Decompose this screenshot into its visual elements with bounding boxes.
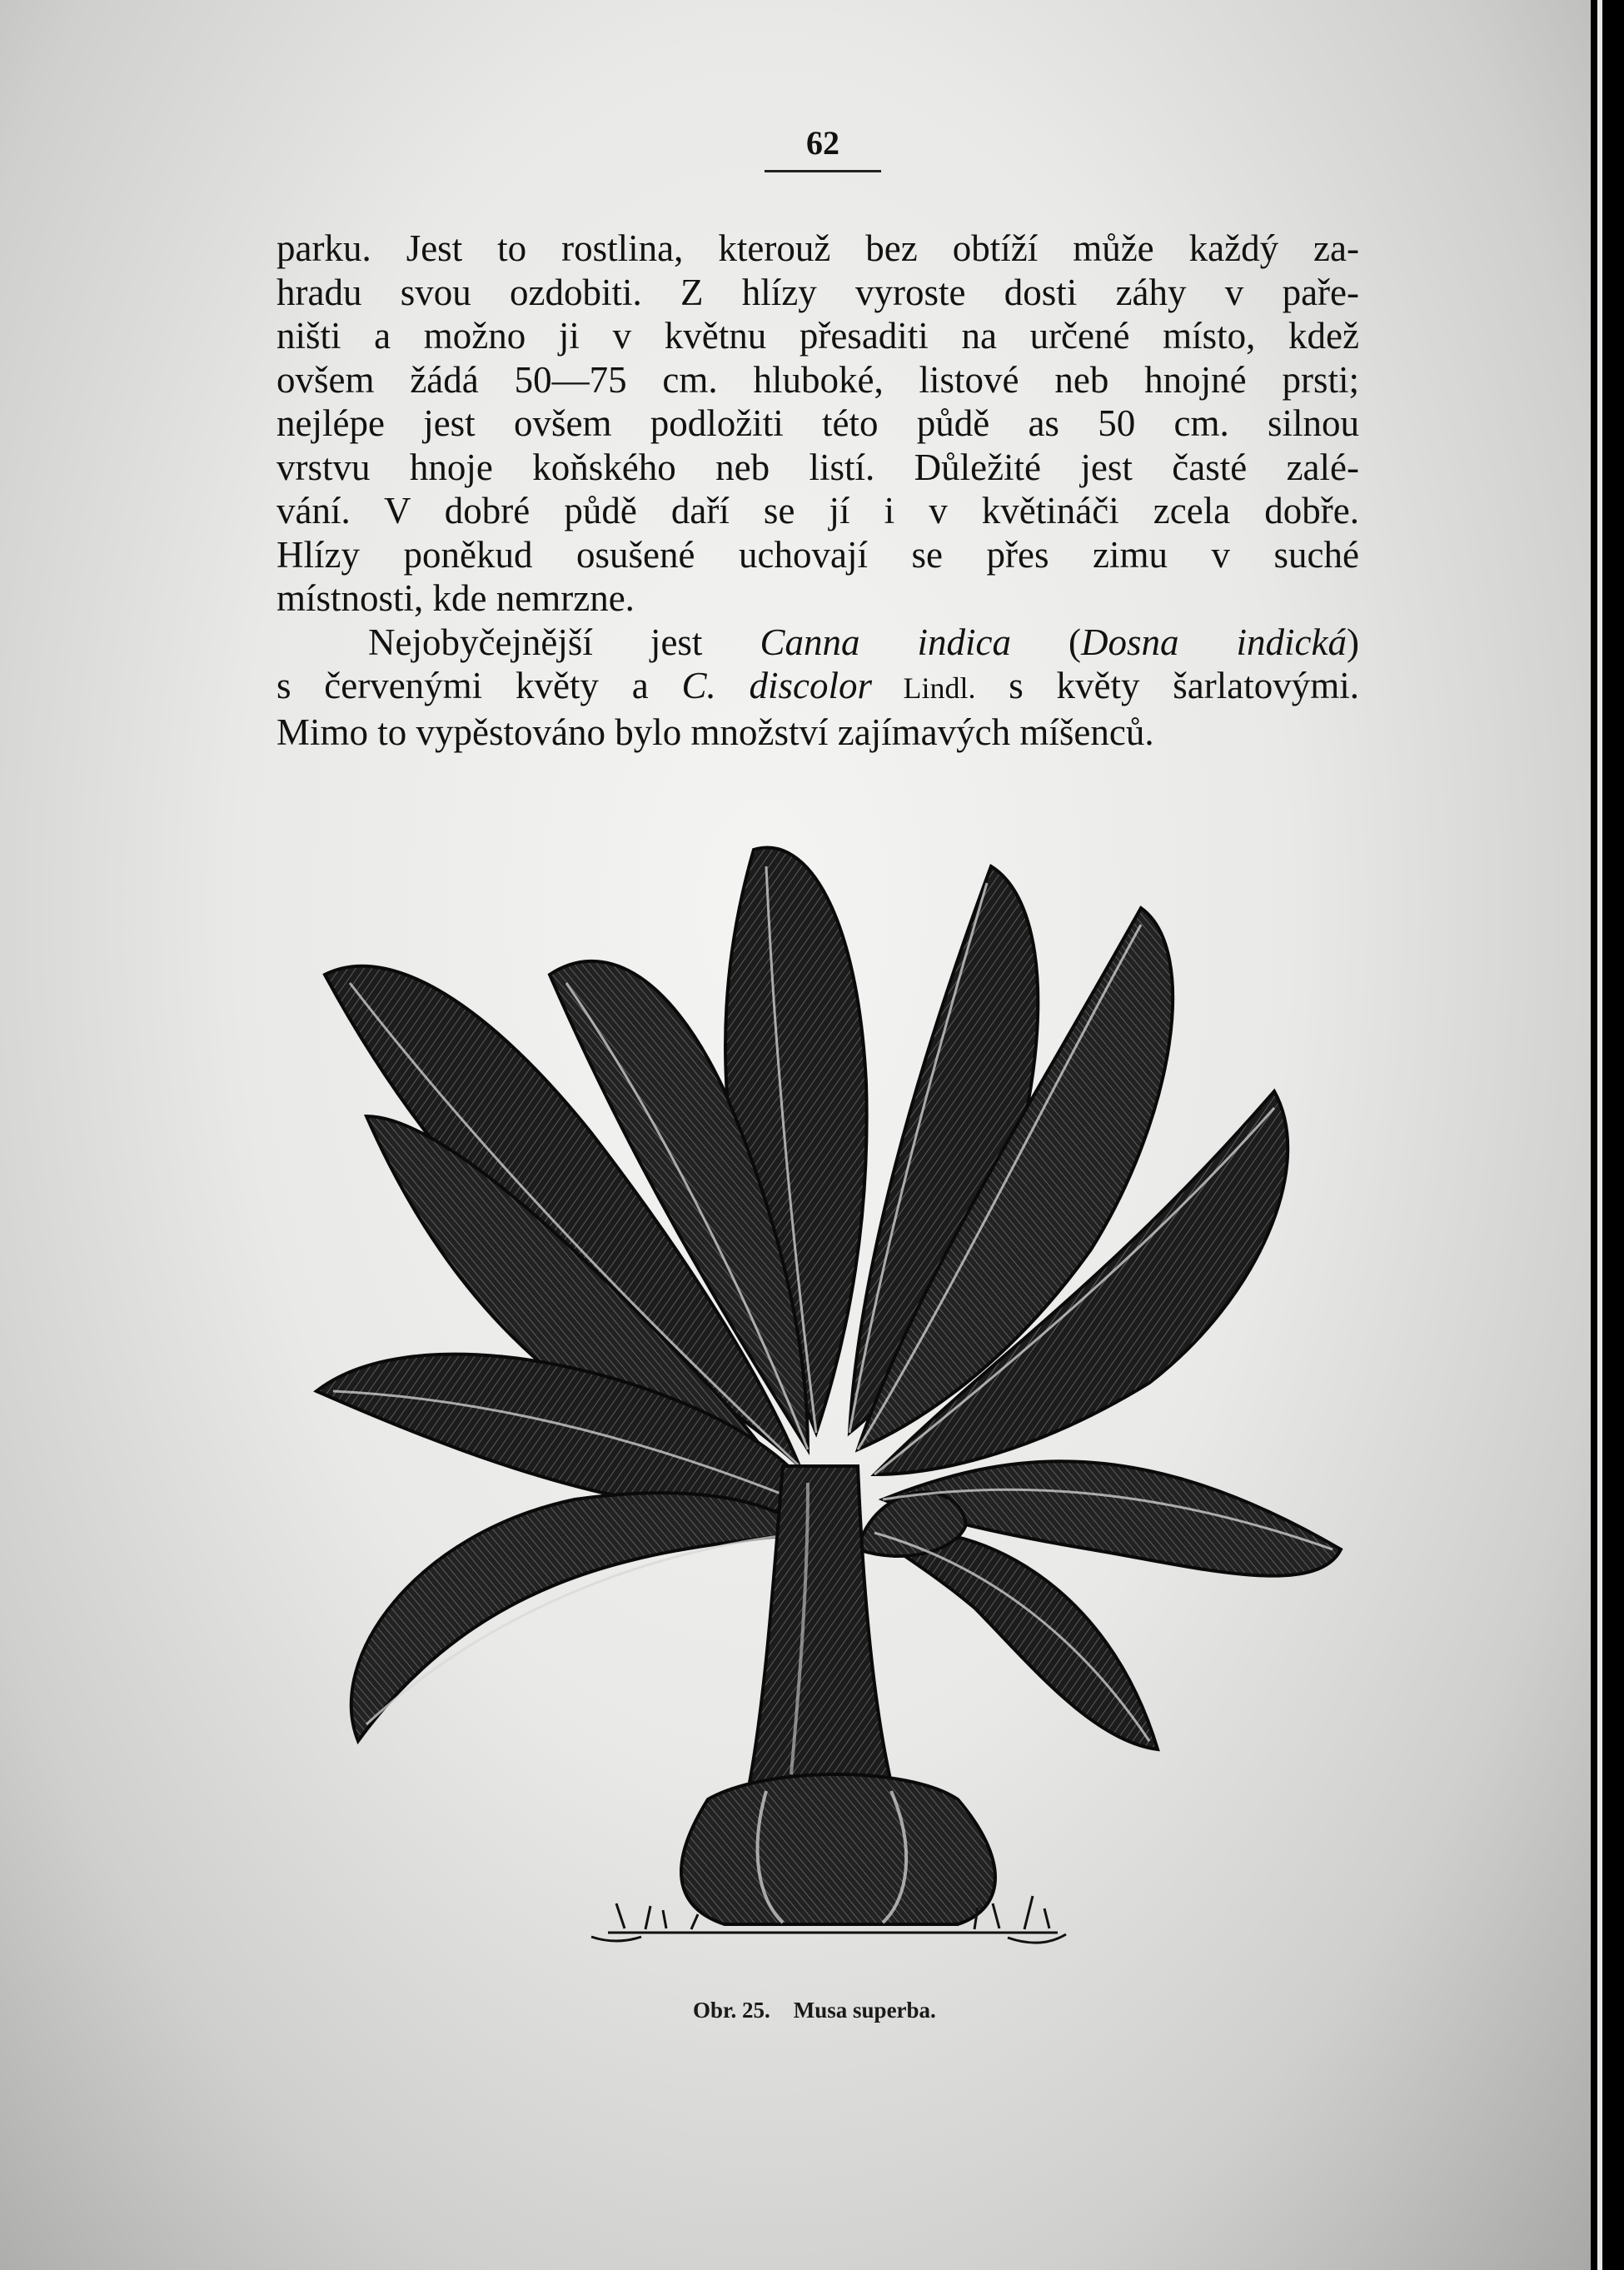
- text-line: Hlízy poněkud osušené uchovají se přes zimu v suché: [276, 533, 1359, 576]
- common-name: Dosna indická: [1081, 621, 1347, 663]
- species-name: Canna indica: [760, 621, 1011, 663]
- paragraph-1: [276, 227, 1359, 621]
- text-run: s červenými květy a: [276, 665, 682, 706]
- text-line: nejlépe jest ovšem podložiti této půdě as 50 cm. silnou: [276, 402, 1359, 444]
- scan-border-strip: [1597, 0, 1602, 2270]
- figure-name: Musa superba.: [793, 1998, 936, 2023]
- figure-caption: [693, 1998, 959, 2023]
- scan-border: [1591, 0, 1624, 2270]
- text-line: vrstvu hnoje koňského neb listí. Důležité jest časté zalé-: [276, 446, 1359, 488]
- figure-label: Obr. 25.: [693, 1998, 770, 2023]
- page-number-rule: [765, 170, 881, 172]
- text-line: místnosti, kde nemrzne.: [276, 577, 635, 619]
- text-line: parku. Jest to rostlina, kterouž bez obtíží může každý za-: [276, 227, 1359, 269]
- species-name: C. discolor: [681, 665, 872, 706]
- text-line: hradu svou ozdobiti. Z hlízy vyroste dosti záhy v paře-: [276, 271, 1359, 313]
- page-number: 62: [806, 124, 839, 162]
- text-line: Mimo to vypěstováno bylo množství zajímavých míšenců.: [276, 711, 1154, 753]
- text-run: (: [1010, 621, 1081, 663]
- text-line: ništi a možno ji v květnu přesaditi na určené místo, kdež: [276, 315, 1359, 357]
- text-line: vání. V dobré půdě daří se jí i v květináči zcela dobře.: [276, 490, 1359, 531]
- text-line: ovšem žádá 50—75 cm. hluboké, listové neb hnojné prsti;: [276, 358, 1359, 401]
- body-text: [276, 227, 1359, 754]
- text-run: Nejobyčejnější jest: [368, 621, 760, 663]
- text-line: [276, 621, 1359, 665]
- text-line: [276, 664, 1359, 711]
- musa-superba-illustration: [275, 816, 1366, 1966]
- text-run: ): [1347, 621, 1359, 663]
- paragraph-2: [276, 621, 1359, 755]
- text-run: s květy šarlatovými.: [975, 665, 1359, 706]
- author-abbrev: Lindl.: [871, 671, 976, 705]
